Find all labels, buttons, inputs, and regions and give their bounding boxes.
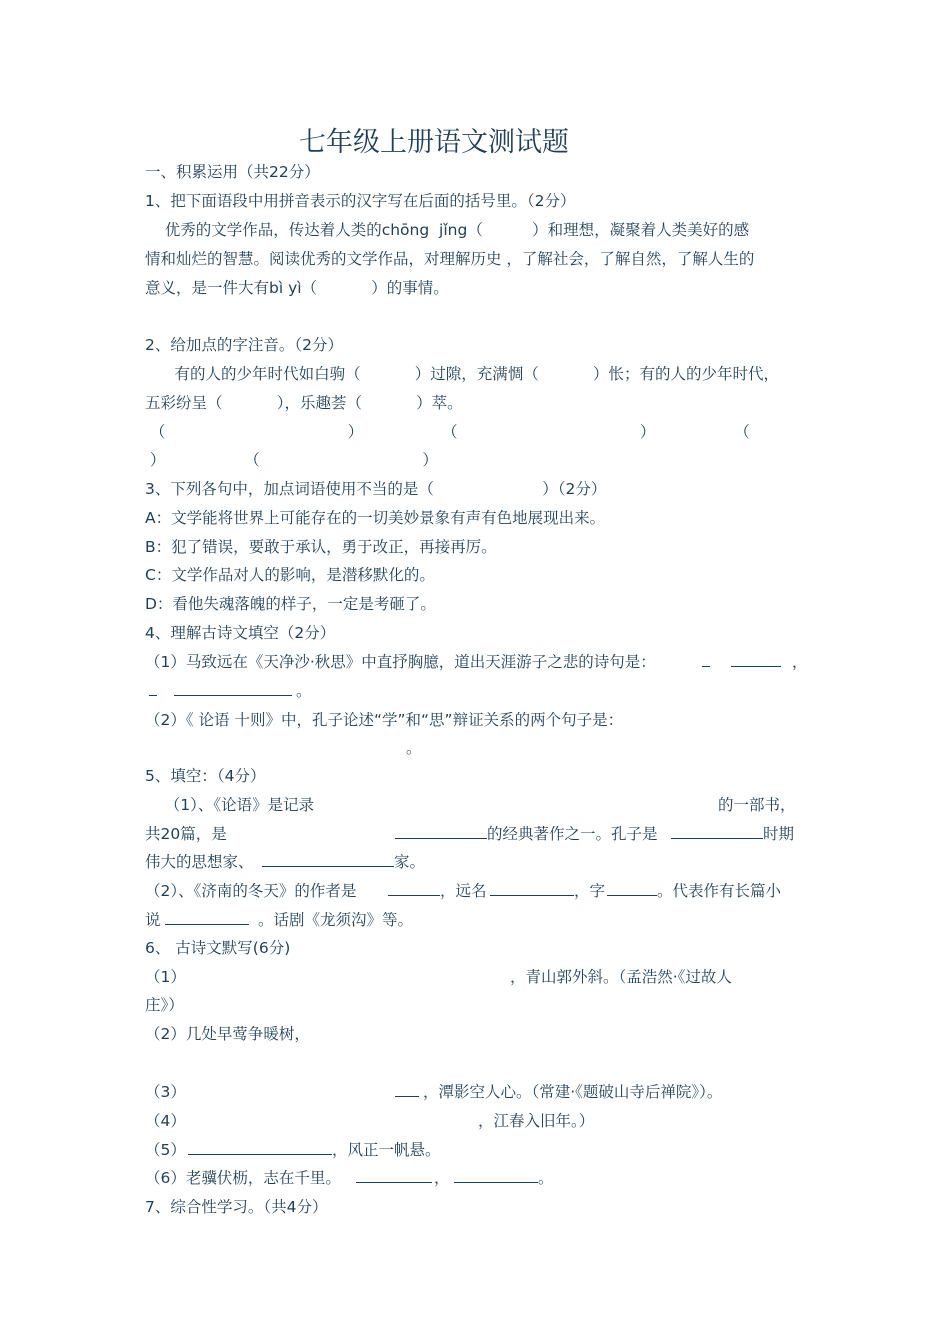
page-title: 七年级上册语文测试题 — [299, 127, 569, 158]
question-5-blank-7[interactable] — [165, 908, 249, 929]
question-5-blank-1[interactable] — [395, 822, 487, 843]
question-3-option-c: C：文学作品对人的影响，是潜移默化的。 — [145, 566, 435, 584]
question-5-part-1-end: 的一部书， — [718, 796, 796, 814]
question-4-part-1-blank-d[interactable] — [174, 679, 292, 700]
question-5-blank-5[interactable] — [490, 879, 574, 900]
question-4-comma: ， — [792, 653, 808, 671]
question-1-text-line-1: 优秀的文学作品，传达着人类的chōng jǐng（ ）和理想，凝聚着人类美好的感 — [145, 221, 750, 239]
question-4-period: 。 — [296, 682, 312, 700]
question-6-part-3-end: ，潭影空人心。（常建·《题破山寺后禅院》）。 — [423, 1083, 723, 1101]
question-6-part-6-blank-2[interactable] — [454, 1166, 538, 1187]
question-5-line-5-end: 。话剧《龙须沟》等。 — [258, 911, 414, 929]
question-5-part-1-start: （1）、《论语》是记录 — [145, 796, 315, 814]
section-1-heading: 一、积累运用（共22分） — [145, 163, 320, 181]
question-6-part-4-start: （4） — [145, 1112, 186, 1130]
question-6-part-5-blank[interactable] — [188, 1138, 332, 1159]
question-4-prompt: 4、理解古诗文填空（2分） — [145, 624, 336, 642]
question-2-prompt: 2、给加点的字注音。（2分） — [145, 336, 343, 354]
question-6-part-1-start: （1） — [145, 968, 186, 986]
question-4-part-2: （2）《 论语 十则》中，孔子论述“学”和“思”辩证关系的两个句子是： — [145, 711, 624, 729]
question-6-part-2: （2）几处早莺争暖树， — [145, 1025, 310, 1043]
question-5-line-5-start: 说 — [145, 911, 161, 929]
question-6-part-6-blank-1[interactable] — [356, 1166, 432, 1187]
question-2-answer-brackets-2: ） （ ） — [145, 451, 438, 469]
question-6-part-4-end: ，江春入旧年。） — [478, 1112, 595, 1130]
question-1-text-line-2: 情和灿烂的智慧。阅读优秀的文学作品，对理解历史 ，了解社会，了解自然，了解人生的 — [145, 250, 755, 268]
question-5-blank-3[interactable] — [262, 850, 394, 871]
question-5-line-3-end: 家。 — [394, 853, 426, 871]
question-5-part-2-end: 。代表作有长篇小 — [657, 882, 782, 900]
question-4-part-1: （1）马致远在《天净沙·秋思》中直抒胸臆，道出天涯游子之悲的诗句是： — [145, 653, 656, 671]
question-5-part-2-mid-1: ，远名 — [440, 882, 487, 900]
question-3-prompt: 3、下列各句中，加点词语使用不当的是（ ）（2分） — [145, 480, 607, 498]
question-3-option-a: A：文学能将世界上可能存在的一切美妙景象有声有色地展现出来。 — [145, 509, 606, 527]
question-4-part-1-blank-c[interactable] — [149, 679, 157, 700]
question-5-blank-2[interactable] — [671, 822, 763, 843]
question-1-text-line-3: 意义，是一件大有bì yì（ ）的事情。 — [145, 279, 449, 297]
question-5-line-2-end: 时期 — [763, 825, 795, 843]
question-7-prompt: 7、综合性学习。（共4分） — [145, 1198, 328, 1216]
question-2-text-line-1: 有的人的少年时代如白驹（ ）过隙，充满惆（ ）怅；有的人的少年时代， — [145, 365, 779, 383]
question-4-part-1-blank-b[interactable] — [731, 650, 781, 671]
question-6-part-3-start: （3） — [145, 1083, 186, 1101]
question-6-part-6: （6）老骥伏枥，志在千里。 — [145, 1169, 341, 1187]
question-6-part-6-comma: ， — [434, 1169, 450, 1187]
question-5-line-3-start: 伟大的思想家、 — [145, 853, 254, 871]
question-5-part-2-mid-2: ，字 — [574, 882, 606, 900]
question-4-part-2-period: 。 — [406, 739, 422, 757]
question-6-prompt: 6、 古诗文默写(6分) — [145, 939, 291, 957]
question-5-part-2-start: （2）、《济南的冬天》的作者是 — [145, 882, 357, 900]
question-6-part-3-blank[interactable] — [395, 1080, 419, 1101]
question-2-answer-brackets-1: （ ） （ ） （ — [145, 423, 750, 441]
question-3-option-b: B：犯了错误，要敢于承认，勇于改正，再接再厉。 — [145, 538, 497, 556]
question-6-part-5-start: （5） — [145, 1141, 186, 1159]
question-1-prompt: 1、把下面语段中用拼音表示的汉字写在后面的括号里。（2分） — [145, 192, 576, 210]
question-6-part-5-end: ，风正一帆悬。 — [332, 1141, 441, 1159]
question-5-line-2-start: 共20篇，是 — [145, 825, 227, 843]
question-6-part-1-wrap: 庄》） — [145, 996, 184, 1014]
question-6-part-1-end: ，青山郭外斜。（孟浩然·《过故人 — [510, 968, 732, 986]
question-5-blank-4[interactable] — [388, 879, 440, 900]
question-4-part-1-blank-a[interactable] — [702, 650, 710, 671]
question-6-part-6-period: 。 — [538, 1169, 554, 1187]
question-5-blank-6[interactable] — [607, 879, 657, 900]
question-3-option-d: D：看他失魂落魄的样子，一定是考砸了。 — [145, 595, 436, 613]
question-5-line-2-mid: 的经典著作之一。孔子是 — [487, 825, 658, 843]
question-5-prompt: 5、填空：（4分） — [145, 767, 266, 785]
question-2-text-line-2: 五彩纷呈（ ），乐趣荟（ ）萃。 — [145, 394, 463, 412]
